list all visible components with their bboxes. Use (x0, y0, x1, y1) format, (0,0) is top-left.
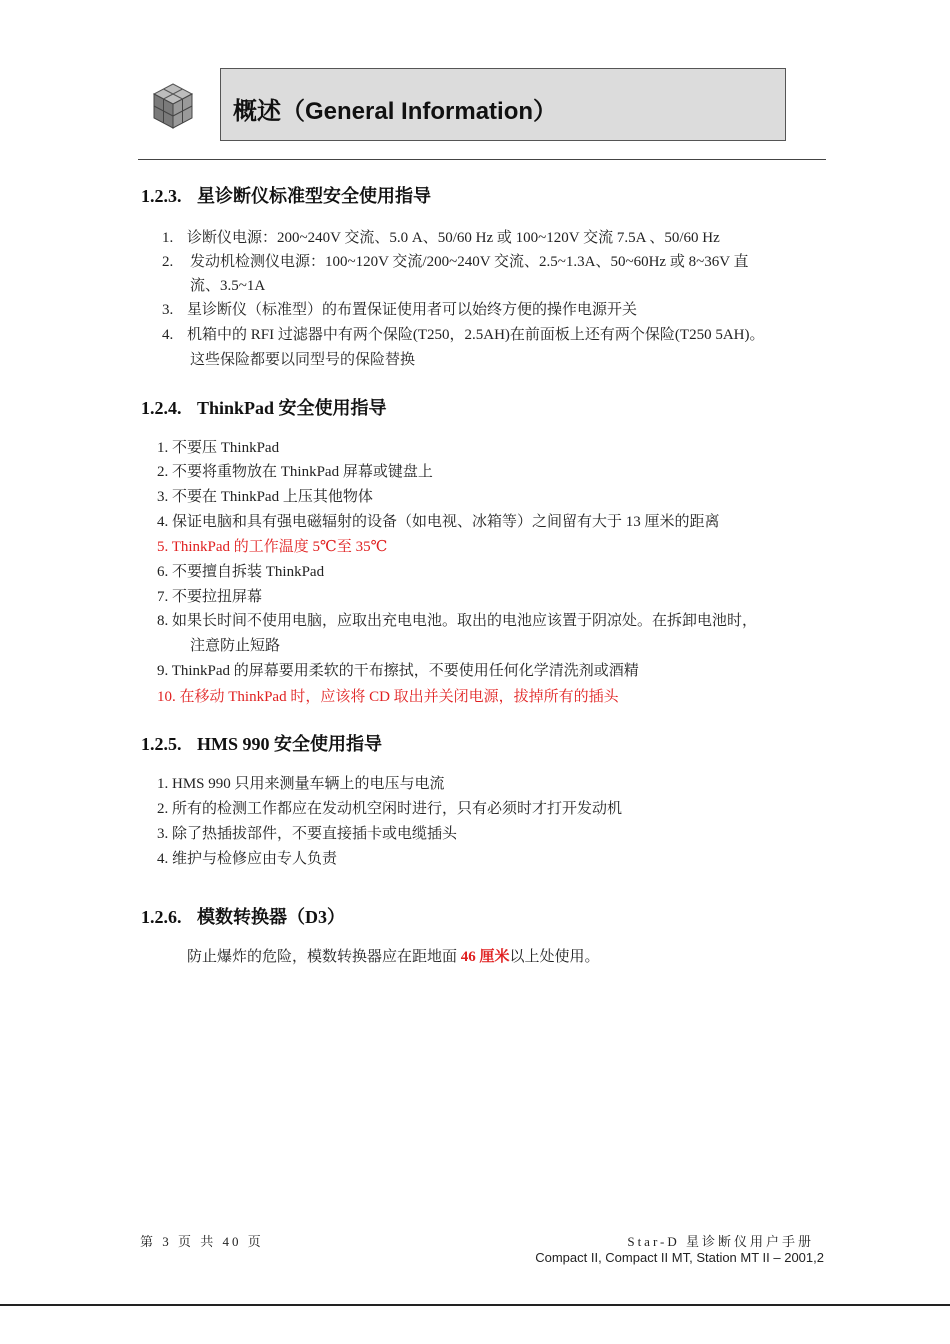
list-item-warning: 5. ThinkPad 的工作温度 5℃至 35℃ (157, 539, 388, 555)
list-item: 2. 不要将重物放在 ThinkPad 屏幕或键盘上 (157, 464, 433, 480)
list-item-number: 4. (162, 327, 174, 343)
section-title: ThinkPad 安全使用指导 (197, 398, 387, 418)
list-item: 9. ThinkPad 的屏幕要用柔软的干布擦拭，不要使用任何化学清洗剂或酒精 (157, 663, 639, 679)
section-title: HMS 990 安全使用指导 (197, 734, 383, 754)
list-item: 6. 不要擅自拆装 ThinkPad (157, 564, 325, 580)
header-divider (138, 159, 826, 160)
list-item: 8. 如果长时间不使用电脑，应取出充电电池。取出的电池应该置于阴凉处。在拆卸电池时， (157, 613, 758, 629)
paragraph-text: 以上处使用。 (509, 949, 600, 965)
list-item: 4. 维护与检修应由专人负责 (157, 851, 338, 867)
section-number: 1.2.5. (141, 734, 182, 754)
section-title: 星诊断仪标准型安全使用指导 (197, 186, 431, 206)
section-title: 模数转换器（D3） (197, 907, 345, 927)
list-item: 星诊断仪（标准型）的布置保证使用者可以始终方便的操作电源开关 (187, 302, 638, 318)
manual-title: Star-D 星诊断仪用户手册 (627, 1234, 814, 1249)
list-item: 7. 不要拉扭屏幕 (157, 589, 263, 605)
list-item: 1. 不要压 ThinkPad (157, 440, 280, 456)
list-item-number: 2. (162, 254, 174, 270)
list-item-number: 3. (162, 302, 174, 318)
footer-divider (0, 1304, 950, 1306)
distance-highlight: 46 厘米 (460, 949, 510, 965)
section-number: 1.2.6. (141, 907, 182, 927)
paragraph-text: 防止爆炸的危险，模数转换器应在距地面 (187, 949, 461, 965)
list-item: 机箱中的 RFI 过滤器中有两个保险(T250，2.5AH)在前面板上还有两个保险(T250 5AH)。 (187, 327, 765, 343)
model-list: Compact II, Compact II MT, Station MT II – 2001,2 (535, 1250, 824, 1265)
list-item-warning: 10. 在移动 ThinkPad 时，应该将 CD 取出并关闭电源，拔掉所有的插头 (157, 689, 619, 705)
list-item-continuation: 这些保险都要以同型号的保险替换 (190, 352, 416, 368)
page-number: 第 3 页 共 40 页 (140, 1234, 264, 1249)
list-item-continuation: 流、3.5~1A (190, 278, 266, 294)
cube-logo-icon (151, 82, 195, 130)
section-heading-1-2-6 (141, 903, 345, 929)
list-item: 1. HMS 990 只用来测量车辆上的电压与电流 (157, 776, 445, 792)
section-number: 1.2.3. (141, 186, 182, 206)
section-heading-1-2-4 (141, 394, 387, 420)
list-item-number: 1. (162, 230, 174, 246)
section-heading-1-2-5 (141, 730, 382, 756)
section-number: 1.2.4. (141, 398, 182, 418)
list-item: 3. 除了热插拔部件，不要直接插卡或电缆插头 (157, 826, 458, 842)
warning-paragraph (187, 948, 600, 966)
section-heading-1-2-3 (141, 182, 431, 208)
list-item: 2. 所有的检测工作都应在发动机空闲时进行，只有必须时才打开发动机 (157, 801, 623, 817)
list-item: 4. 保证电脑和具有强电磁辐射的设备（如电视、冰箱等）之间留有大于 13 厘米的距离 (157, 514, 720, 530)
list-item: 诊断仪电源：200~240V 交流、5.0 A、50/60 Hz 或 100~120V 交流 7.5A 、50/60 Hz (187, 230, 720, 246)
list-item: 3. 不要在 ThinkPad 上压其他物体 (157, 489, 373, 505)
page-title: 概述（General Information） (233, 98, 558, 125)
list-item: 发动机检测仪电源：100~120V 交流/200~240V 交流、2.5~1.3A、50~60Hz 或 8~36V 直 (190, 254, 749, 270)
page-header-box (220, 68, 786, 141)
list-item-continuation: 注意防止短路 (190, 638, 281, 654)
